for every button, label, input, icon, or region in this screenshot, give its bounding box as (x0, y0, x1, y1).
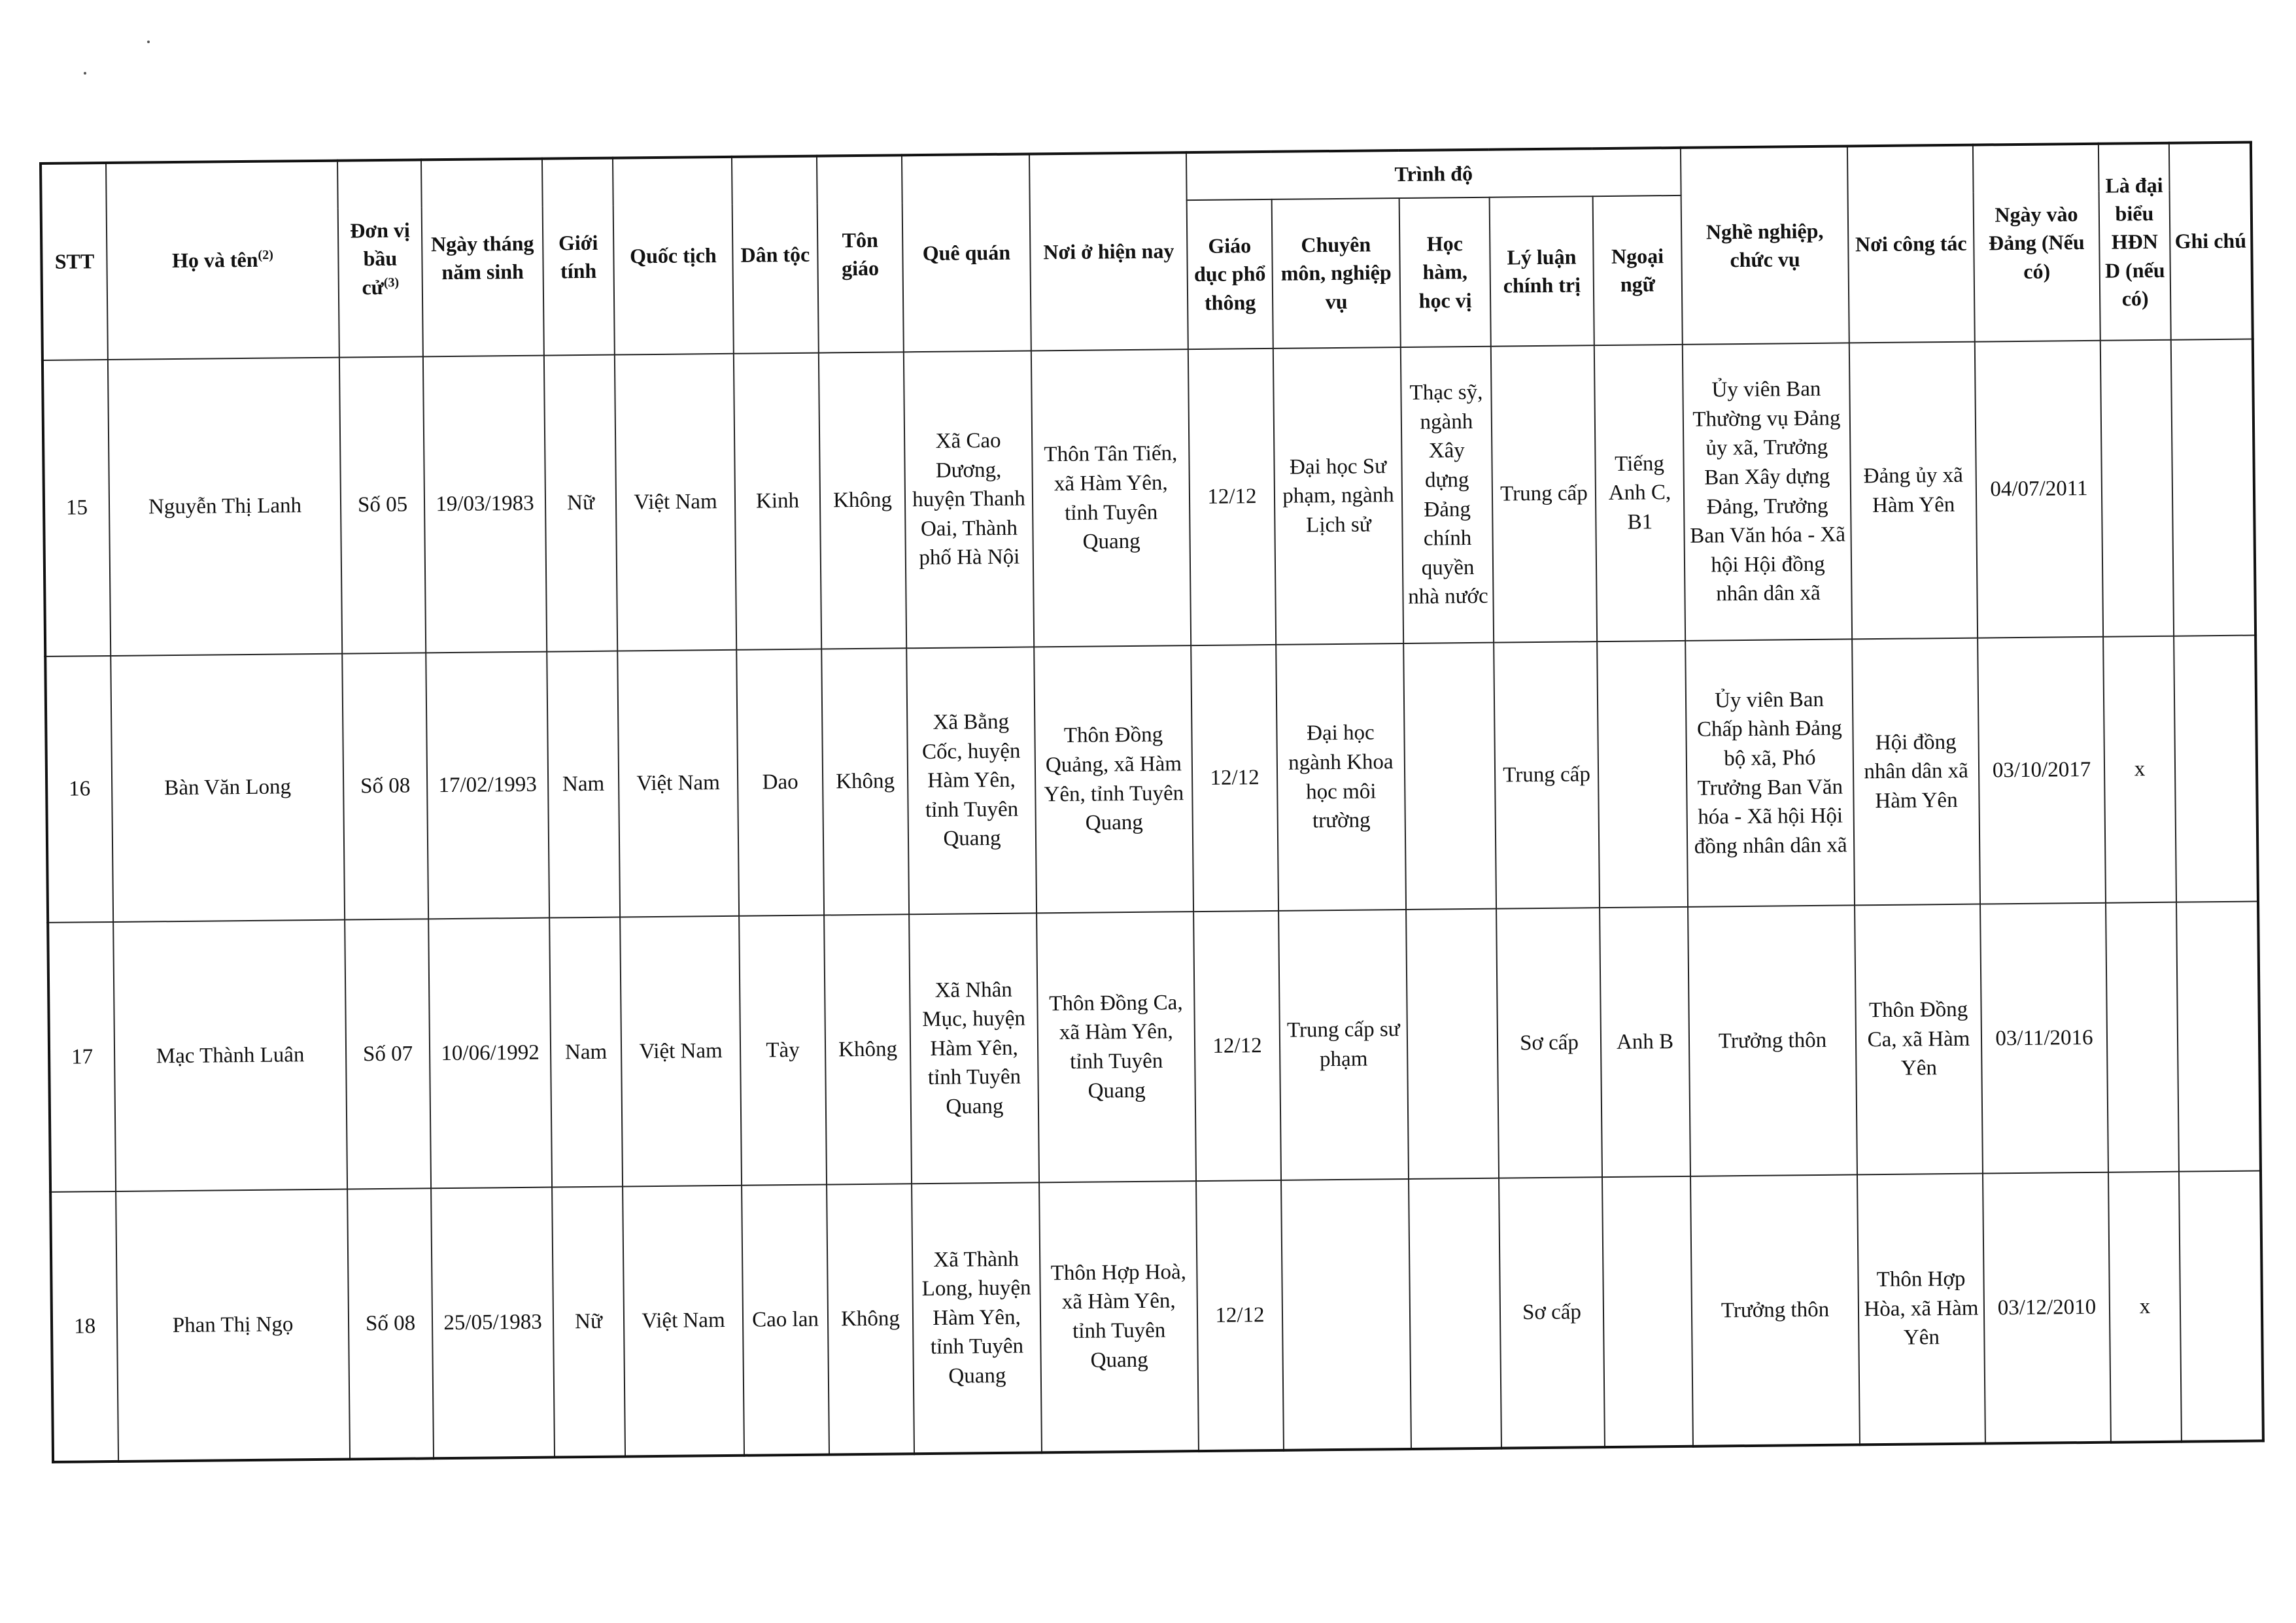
header-gender: Giới tính (542, 158, 615, 356)
cell-name: Nguyễn Thị Lanh (108, 358, 342, 656)
cell-specialty: Trung cấp sư phạm (1278, 910, 1409, 1180)
document-sheet (39, 141, 2265, 1463)
header-unit: Đơn vị bầu cử$^{(3)}$ (337, 160, 423, 357)
header-row-1 (41, 143, 2252, 211)
header-specialty: Chuyên môn, nghiệp vụ (1272, 198, 1401, 349)
cell-dob: 10/06/1992 (428, 918, 552, 1189)
cell-political: Sơ cấp (1499, 1177, 1605, 1448)
cell-nationality: Việt Nam (620, 916, 742, 1187)
cell-dob: 25/05/1983 (431, 1187, 555, 1459)
cell-hometown: Xã Cao Dương, huyện Thanh Oai, Thành phố Hà Nội (904, 350, 1034, 648)
cell-delegate: x (2108, 1172, 2182, 1443)
cell-workplace: Thôn Hợp Hòa, xã Hàm Yên (1857, 1174, 1985, 1445)
header-education-group: Trình độ (1186, 148, 1681, 200)
cell-language: Tiếng Anh C, B1 (1594, 345, 1685, 641)
cell-party-date: 03/10/2017 (1978, 637, 2106, 904)
cell-residence: Thôn Tân Tiến, xã Hàm Yên, tỉnh Tuyên Quang (1031, 349, 1191, 647)
cell-language (1602, 1176, 1693, 1447)
header-occupation: Nghề nghiệp, chức vụ (1681, 146, 1849, 344)
cell-party-date: 03/11/2016 (1980, 903, 2108, 1174)
cell-specialty (1281, 1179, 1411, 1450)
header-dob: Ngày tháng năm sinh (421, 159, 544, 357)
cell-general-edu: 12/12 (1193, 911, 1281, 1181)
cell-ethnicity: Cao lan (742, 1185, 829, 1456)
header-residence: Nơi ở hiện nay (1029, 152, 1188, 350)
cell-specialty: Đại học Sư phạm, ngành Lịch sử (1273, 347, 1403, 645)
header-unit-footnote: (3) (383, 275, 400, 290)
header-name-footnote: (2) (258, 248, 273, 263)
cell-ethnicity: Kinh (734, 353, 821, 650)
cell-occupation: Trưởng thôn (1690, 1174, 1860, 1446)
cell-unit: Số 08 (342, 653, 428, 919)
cell-workplace: Đảng ủy xã Hàm Yên (1849, 342, 1978, 640)
cell-party-date: 04/07/2011 (1975, 341, 2103, 638)
cell-gender: Nam (547, 651, 620, 918)
cell-nationality: Việt Nam (615, 354, 736, 651)
header-delegate: Là đại biểu HĐND (nếu có) (2099, 143, 2171, 341)
cell-occupation: Trưởng thôn (1688, 905, 1857, 1176)
cell-general-edu: 12/12 (1196, 1180, 1284, 1451)
cell-note (2171, 339, 2255, 636)
cell-unit: Số 07 (345, 919, 431, 1189)
cell-religion: Không (819, 352, 906, 649)
cell-occupation: Ủy viên Ban Thường vụ Đảng ủy xã, Trưởng Ban Xây dựng Đảng, Trưởng Ban Văn hóa - Xã hội Hội đồng nhân dân xã (1683, 343, 1852, 640)
header-party-date: Ngày vào Đảng (Nếu có) (1973, 144, 2100, 342)
scan-speck (84, 72, 86, 75)
cell-hometown: Xã Thành Long, huyện Hàm Yên, tỉnh Tuyên Quang (912, 1182, 1042, 1454)
cell-workplace: Hội đồng nhân dân xã Hàm Yên (1852, 638, 1980, 906)
header-workplace: Nơi công tác (1847, 145, 1975, 343)
cell-ethnicity: Dao (736, 649, 824, 916)
cell-unit: Số 05 (339, 356, 426, 653)
cell-dob: 19/03/1983 (423, 356, 547, 653)
cell-delegate (2100, 340, 2174, 637)
cell-gender: Nam (549, 917, 623, 1187)
cell-name: Phan Thị Ngọ (116, 1189, 350, 1461)
cell-note (2176, 901, 2261, 1171)
cell-language: Anh B (1600, 907, 1690, 1177)
cell-ethnicity: Tày (739, 915, 827, 1186)
cell-nationality: Việt Nam (617, 650, 739, 917)
cell-hometown: Xã Nhân Mục, huyện Hàm Yên, tỉnh Tuyên Quang (909, 913, 1039, 1184)
cell-political: Trung cấp (1494, 641, 1600, 908)
header-ethnicity: Dân tộc (732, 156, 819, 354)
cell-gender: Nữ (544, 355, 617, 652)
header-name: Họ và tên$^{(2)}$ (106, 161, 339, 360)
cell-general-edu: 12/12 (1191, 645, 1278, 912)
cell-academic (1406, 909, 1499, 1179)
header-note: Ghi chú (2169, 143, 2253, 340)
cell-delegate (2106, 902, 2179, 1172)
header-nationality: Quốc tịch (613, 157, 734, 355)
header-general-edu: Giáo dục phổ thông (1187, 199, 1273, 349)
cell-gender: Nữ (552, 1187, 625, 1458)
header-religion: Tôn giáo (817, 155, 904, 352)
cell-hometown: Xã Bằng Cốc, huyện Hàm Yên, tỉnh Tuyên Quang (906, 647, 1037, 914)
header-political: Lý luận chính trị (1490, 196, 1594, 347)
cell-residence: Thôn Đồng Ca, xã Hàm Yên, tỉnh Tuyên Quang (1037, 912, 1196, 1182)
cell-academic (1409, 1178, 1501, 1449)
table-row (48, 901, 2261, 1191)
cell-delegate: x (2103, 636, 2176, 903)
cell-stt: 18 (50, 1191, 118, 1462)
cell-academic: Thạc sỹ, ngành Xây dựng Đảng chính quyền nhà nước (1401, 347, 1494, 643)
table-row (45, 636, 2258, 923)
table-row (43, 339, 2255, 657)
cell-occupation: Ủy viên Ban Chấp hành Đảng bộ xã, Phó Trưởng Ban Văn hóa - Xã hội Hội đồng nhân dân xã (1685, 639, 1855, 906)
cell-academic (1403, 643, 1496, 910)
header-language: Ngoại ngữ (1593, 196, 1683, 345)
cell-note (2179, 1170, 2263, 1441)
cell-stt: 16 (45, 656, 113, 923)
cell-name: Bàn Văn Long (111, 654, 345, 922)
cell-unit: Số 08 (347, 1188, 434, 1459)
header-academic: Học hàm, học vị (1399, 197, 1491, 347)
scan-speck (147, 41, 150, 43)
cell-stt: 15 (43, 360, 111, 657)
cell-religion: Không (824, 914, 912, 1184)
cell-name: Mạc Thành Luân (113, 920, 347, 1191)
cell-stt: 17 (48, 922, 116, 1192)
cell-party-date: 03/12/2010 (1983, 1172, 2111, 1444)
cell-note (2174, 636, 2258, 902)
cell-political: Sơ cấp (1496, 908, 1602, 1178)
table-row (50, 1170, 2263, 1461)
cell-language (1597, 641, 1688, 908)
cell-specialty: Đại học ngành Khoa học môi trường (1276, 643, 1406, 911)
candidate-table (39, 141, 2265, 1463)
cell-general-edu: 12/12 (1188, 349, 1276, 645)
cell-dob: 17/02/1993 (426, 652, 549, 919)
cell-residence: Thôn Đồng Quảng, xã Hàm Yên, tỉnh Tuyên Quang (1034, 645, 1193, 913)
cell-nationality: Việt Nam (623, 1186, 744, 1457)
header-hometown: Quê quán (902, 154, 1031, 352)
cell-political: Trung cấp (1491, 345, 1597, 642)
cell-workplace: Thôn Đồng Ca, xã Hàm Yên (1855, 904, 1983, 1175)
cell-residence: Thôn Hợp Hoà, xã Hàm Yên, tỉnh Tuyên Quang (1039, 1181, 1199, 1452)
cell-religion: Không (821, 648, 909, 915)
header-stt: STT (41, 163, 108, 360)
cell-religion: Không (827, 1184, 914, 1454)
